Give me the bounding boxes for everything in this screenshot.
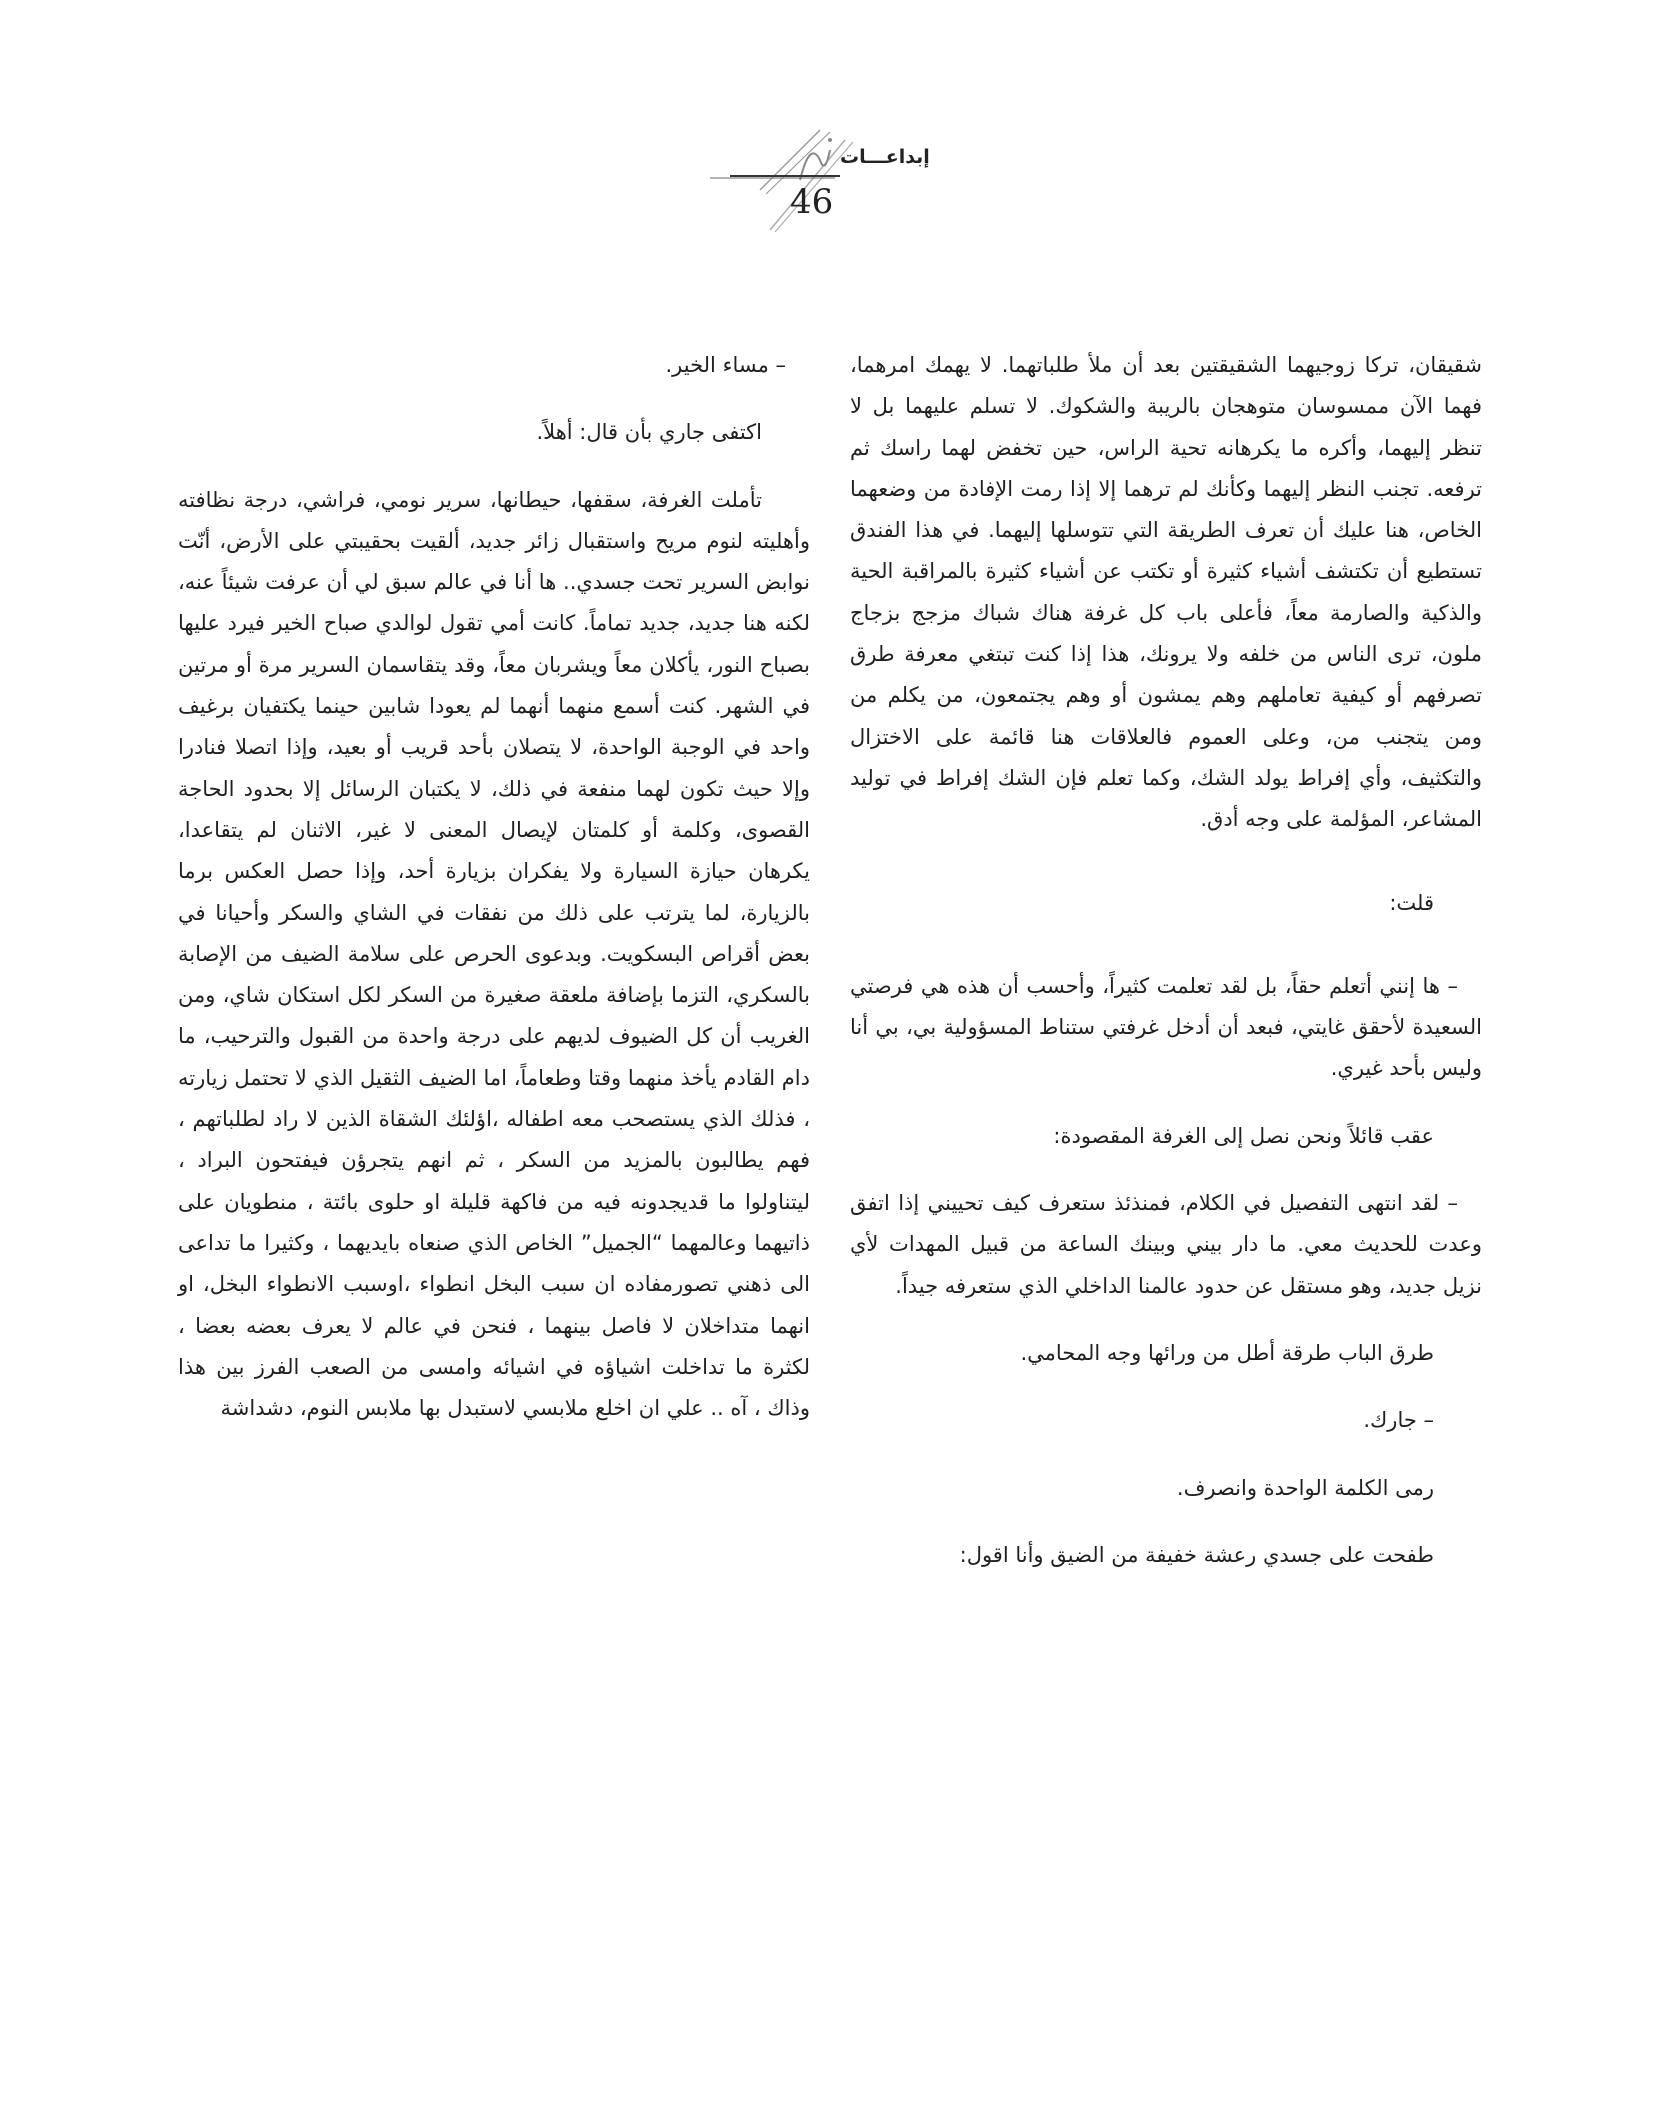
page-header: [670, 120, 1000, 240]
paragraph: رمى الكلمة الواحدة وانصرف.: [1176, 1475, 1434, 1500]
magazine-logo-icon: [670, 120, 1000, 240]
paragraph: قلت:: [1389, 890, 1434, 915]
paragraph: اكتفى جاري بأن قال: أهلاً.: [536, 420, 762, 445]
section-name: إبداعـــات: [840, 146, 930, 168]
paragraph: تأملت الغرفة، سقفها، حيطانها، سرير نومي، فراشي، درجة نظافته وأهليته لنوم مريح واستقبال زائر جديد، ألقيت بحقيبتي على الأرض، أنّت نوابض السرير تحت جسدي.. ها أنا في عالم سبق لي أن عرفت شيئاً عنه، لكنه هنا جديد، جديد تماماً. كانت أمي تقول لوالدي صباح الخير فيرد عليها بصباح النور، يأكلان معاً ويشربان معاً، وقد يتقاسمان السرير مرة أو مرتين في الشهر. كنت أسمع منهما أنهما لم يعودا شابين حينما يكتفيان برغيف واحد في الوجبة الواحدة، لا يتصلان بأحد قريب أو بعيد، وإذا اتصلا فنادرا وإلا حيث تكون لهما منفعة في ذلك، لا يكتبان الرسائل إلا بحدود الحاجة القصوى، وكلمة أو كلمتان لإيصال المعنى لا غير، الاثنان لم يتقاعدا، يكرهان حيازة السيارة ولا يفكران بزيارة أحد، وإذا حصل العكس برما بالزيارة، لما يترتب على ذلك من نفقات في الشاي والسكر وأحيانا في بعض أقراص البسكويت. وبدعوى الحرص على سلامة الضيف من الإصابة بالسكري، التزما بإضافة ملعقة صغيرة من السكر لكل استكان شاي، ومن الغريب أن كل الضيوف لديهم على درجة واحدة من القبول والترحيب، ما دام القادم يأخذ منهما وقتا وطعاماً، اما الضيف الثقيل الذي لا تحتمل زيارته ، فذلك الذي يستصحب معه اطفاله ،اؤلئك الشقاة الذين لا راد لطلباتهم ، فهم يطالبون بالمزيد من السكر ، ثم انهم يتجرؤن فيفتحون البراد ، ليتناولوا ما قديجدونه فيه من فاكهة قليلة او حلوى بائتة ، منطويان على ذاتيهما وعالمهما “الجميل” الخاص الذي صنعاه بايديهما ، وكثيرا ما تداعى الى ذهني تصورمفاده ان سبب البخل انطواء ،اوسبب الانطواء البخل، او انهما متداخلان لا فاصل بينهما ، فنحن في عالم لا يعرف بعضه بعضا ، لكثرة ما تداخلت اشياؤه في اشيائه وامسى من الصعب الفرز بين هذا وذاك ، آه .. علي ان اخلع ملابسي لاستبدل بها ملابس النوم، دشداشة: [178, 487, 810, 1421]
page-number: 46: [790, 182, 834, 222]
paragraph: – لقد انتهى التفصيل في الكلام، فمنذئذ ستعرف كيف تحييني إذا اتفق وعدت للحديث معي. ما دار بيني وبينك الساعة من قبيل المهدات لأي نزيل جديد، وهو مستقل عن حدود عالمنا الداخلي الذي ستعرفه جيداً.: [850, 1191, 1482, 1298]
paragraph: طفحت على جسدي رعشة خفيفة من الضيق وأنا اقول:: [959, 1542, 1434, 1567]
paragraph: عقب قائلاً ونحن نصل إلى الغرفة المقصودة:: [1053, 1123, 1434, 1148]
paragraph: – جارك.: [1363, 1408, 1434, 1433]
left-column: [178, 345, 810, 1429]
paragraph: – مساء الخير.: [665, 353, 786, 377]
paragraph: طرق الباب طرقة أطل من ورائها وجه المحامي.: [1020, 1340, 1434, 1365]
paragraph: – ها إنني أتعلم حقاً، بل لقد تعلمت كثيراً، وأحسب أن هذه هي فرصتي السعيدة لأحقق غايتي، فبعد أن أدخل غرفتي ستناط المسؤولية بي، بي أنا وليس بأحد غيري.: [850, 973, 1482, 1081]
right-column: [850, 345, 1482, 1576]
paragraph: شقيقان، تركا زوجيهما الشقيقتين بعد أن ملأ طلباتهما. لا يهمك امرهما، فهما الآن ممسوسان متوهجان بالريبة والشكوك. لا تسلم عليهما بل لا تنظر إليهما، وأكره ما يكرهانه تحية الراس، حين تخفض لهما راسك ثم ترفعه. تجنب النظر إليهما وكأنك لم ترهما إلا إذا رمت الإفادة من وضعهما الخاص، هنا عليك أن تعرف الطريقة التي تتوسلها إليهما. في هذا الفندق تستطيع أن تكتشف أشياء كثيرة أو تكتب عن أشياء كثيرة بالمراقبة الحية والذكية والصارمة معاً، فأعلى باب كل غرفة هناك شباك مزجج بزجاج ملون، ترى الناس من خلفه ولا يرونك، هذا إذا كنت تبتغي معرفة طرق تصرفهم أو كيفية تعاملهم وهم يمشون أو وهم يجتمعون، من يكلم من ومن يتجنب من، وعلى العموم فالعلاقات هنا قائمة على الاختزال والتكثيف، وأي إفراط يولد الشك، وكما تعلم فإن الشك إفراط في توليد المشاعر، المؤلمة على وجه أدق.: [850, 353, 1482, 832]
